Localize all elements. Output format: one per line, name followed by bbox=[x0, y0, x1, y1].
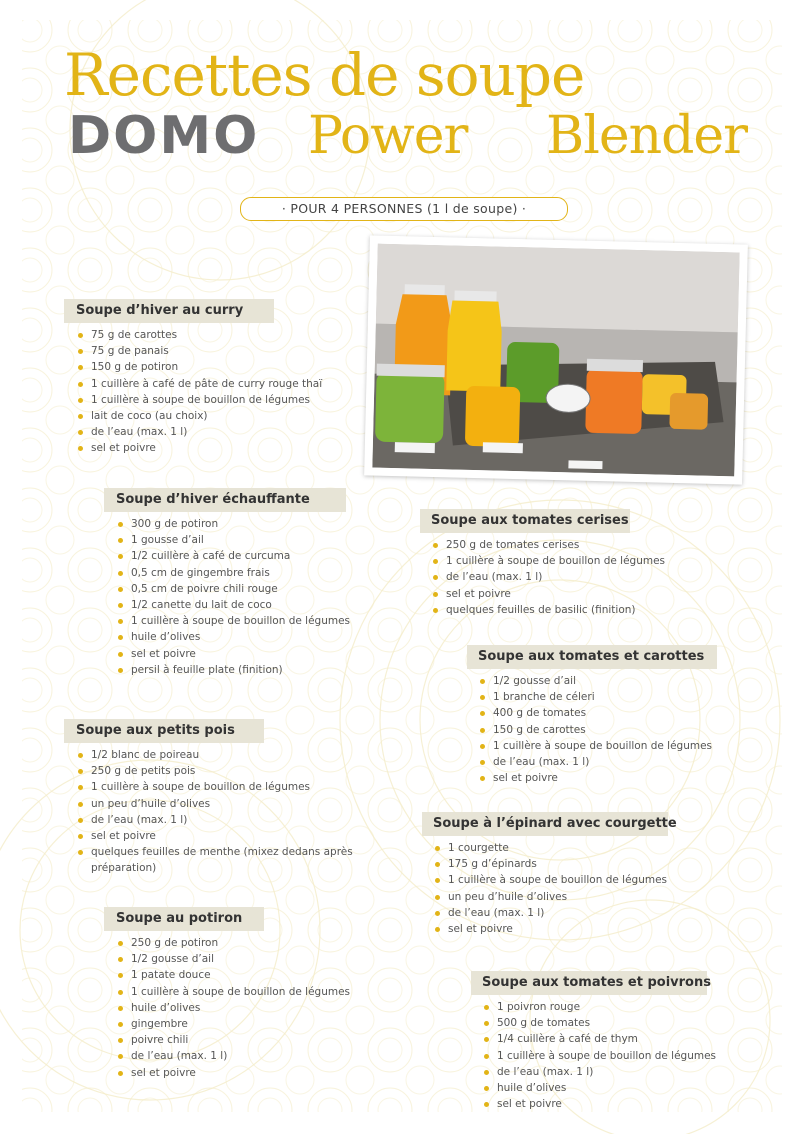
recipe-card-cherry-tomato bbox=[420, 509, 665, 618]
recipe-title: Soupe d’hiver au curry bbox=[76, 303, 244, 318]
ingredient-item: 400 g de tomates bbox=[478, 705, 712, 721]
soup-jars-photo bbox=[364, 235, 748, 484]
ingredient-item: 1/2 cuillère à café de curcuma bbox=[116, 548, 350, 564]
ingredient-item: sel et poivre bbox=[431, 586, 665, 602]
ingredient-item: lait de coco (au choix) bbox=[76, 408, 322, 424]
ingredient-list bbox=[431, 537, 665, 618]
ingredient-item: 0,5 cm de gingembre frais bbox=[116, 565, 350, 581]
ingredient-item: 1 cuillère à soupe de bouillon de légumes bbox=[482, 1048, 716, 1064]
ingredient-item: 250 g de petits pois bbox=[76, 763, 376, 779]
recipe-card-green-peas bbox=[64, 719, 376, 877]
ingredient-item: 1 cuillère à soupe de bouillon de légumes bbox=[76, 392, 322, 408]
ingredient-item: 1/2 gousse d’ail bbox=[478, 673, 712, 689]
ingredient-list bbox=[116, 935, 350, 1081]
recipe-title: Soupe aux tomates cerises bbox=[431, 513, 629, 528]
ingredient-item: gingembre bbox=[116, 1016, 350, 1032]
ingredient-item: poivre chili bbox=[116, 1032, 350, 1048]
ingredient-list bbox=[76, 327, 322, 457]
brand-logo: DOMO bbox=[68, 106, 260, 166]
ingredient-list bbox=[116, 516, 350, 678]
ingredient-item: 175 g d’épinards bbox=[433, 856, 677, 872]
ingredient-item: un peu d’huile d’olives bbox=[76, 796, 376, 812]
ingredient-item: de l’eau (max. 1 l) bbox=[433, 905, 677, 921]
recipe-title: Soupe à l’épinard avec courgette bbox=[433, 816, 677, 831]
ingredient-item: 1/2 canette du lait de coco bbox=[116, 597, 350, 613]
ingredient-item: 1 branche de céleri bbox=[478, 689, 712, 705]
ingredient-item: 1 gousse d’ail bbox=[116, 532, 350, 548]
ingredient-item: sel et poivre bbox=[76, 828, 376, 844]
title-power: Power bbox=[308, 106, 468, 166]
ingredient-item: sel et poivre bbox=[433, 921, 677, 937]
ingredient-item: de l’eau (max. 1 l) bbox=[76, 424, 322, 440]
ingredient-item: huile d’olives bbox=[116, 629, 350, 645]
page-title: Recettes de soupe bbox=[64, 41, 585, 109]
ingredient-item: 1/4 cuillère à café de thym bbox=[482, 1031, 716, 1047]
ingredient-item: 1/2 gousse d’ail bbox=[116, 951, 350, 967]
recipe-card-tomato-pepper bbox=[471, 971, 716, 1112]
ingredient-item: quelques feuilles de basilic (finition) bbox=[431, 602, 665, 618]
recipe-card-pumpkin bbox=[104, 907, 350, 1081]
ingredient-list bbox=[76, 747, 376, 877]
ingredient-item: 150 g de carottes bbox=[478, 722, 712, 738]
ingredient-item: sel et poivre bbox=[116, 1065, 350, 1081]
recipe-card-winter-warming bbox=[104, 488, 350, 678]
recipe-title: Soupe aux tomates et poivrons bbox=[482, 975, 711, 990]
recipe-title: Soupe aux tomates et carottes bbox=[478, 649, 705, 664]
ingredient-item: 1 cuillère à café de pâte de curry rouge thaï bbox=[76, 376, 322, 392]
recipe-title: Soupe aux petits pois bbox=[76, 723, 235, 738]
ingredient-item: 1 cuillère à soupe de bouillon de légumes bbox=[433, 872, 677, 888]
ingredient-item: sel et poivre bbox=[478, 770, 712, 786]
recipe-card-spinach-zucchini bbox=[422, 812, 677, 937]
ingredient-item: 1 cuillère à soupe de bouillon de légumes bbox=[478, 738, 712, 754]
ingredient-item: de l’eau (max. 1 l) bbox=[482, 1064, 716, 1080]
ingredient-item: 1 cuillère à soupe de bouillon de légumes bbox=[116, 984, 350, 1000]
ingredient-item: huile d’olives bbox=[482, 1080, 716, 1096]
ingredient-item: 1 patate douce bbox=[116, 967, 350, 983]
ingredient-item: quelques feuilles de menthe (mixez dedans après préparation) bbox=[76, 844, 376, 876]
ingredient-item: 1/2 blanc de poireau bbox=[76, 747, 376, 763]
ingredient-item: sel et poivre bbox=[482, 1096, 716, 1112]
ingredient-item: 250 g de tomates cerises bbox=[431, 537, 665, 553]
ingredient-item: 1 cuillère à soupe de bouillon de légumes bbox=[76, 779, 376, 795]
ingredient-item: un peu d’huile d’olives bbox=[433, 889, 677, 905]
ingredient-item: 500 g de tomates bbox=[482, 1015, 716, 1031]
servings-label: · POUR 4 PERSONNES (1 l de soupe) · bbox=[240, 197, 568, 221]
ingredient-item: 300 g de potiron bbox=[116, 516, 350, 532]
ingredient-item: 75 g de carottes bbox=[76, 327, 322, 343]
ingredient-item: 1 courgette bbox=[433, 840, 677, 856]
ingredient-item: 75 g de panais bbox=[76, 343, 322, 359]
ingredient-item: de l’eau (max. 1 l) bbox=[431, 569, 665, 585]
soup-jars-image bbox=[372, 244, 739, 477]
ingredient-item: sel et poivre bbox=[76, 440, 322, 456]
recipe-title: Soupe au potiron bbox=[116, 911, 243, 926]
ingredient-item: sel et poivre bbox=[116, 646, 350, 662]
ingredient-list bbox=[433, 840, 677, 937]
ingredient-item: 0,5 cm de poivre chili rouge bbox=[116, 581, 350, 597]
ingredient-item: 150 g de potiron bbox=[76, 359, 322, 375]
ingredient-list bbox=[482, 999, 716, 1112]
ingredient-item: persil à feuille plate (finition) bbox=[116, 662, 350, 678]
ingredient-item: de l’eau (max. 1 l) bbox=[76, 812, 376, 828]
ingredient-item: de l’eau (max. 1 l) bbox=[116, 1048, 350, 1064]
ingredient-item: 1 poivron rouge bbox=[482, 999, 716, 1015]
ingredient-item: 1 cuillère à soupe de bouillon de légumes bbox=[116, 613, 350, 629]
ingredient-list bbox=[478, 673, 712, 786]
ingredient-item: huile d’olives bbox=[116, 1000, 350, 1016]
recipe-card-tomato-carrot bbox=[467, 645, 712, 786]
title-blender: Blender bbox=[546, 106, 748, 166]
ingredient-item: 250 g de potiron bbox=[116, 935, 350, 951]
ingredient-item: 1 cuillère à soupe de bouillon de légumes bbox=[431, 553, 665, 569]
recipe-title: Soupe d’hiver échauffante bbox=[116, 492, 310, 507]
ingredient-item: de l’eau (max. 1 l) bbox=[478, 754, 712, 770]
recipe-card-winter-curry bbox=[64, 299, 322, 457]
